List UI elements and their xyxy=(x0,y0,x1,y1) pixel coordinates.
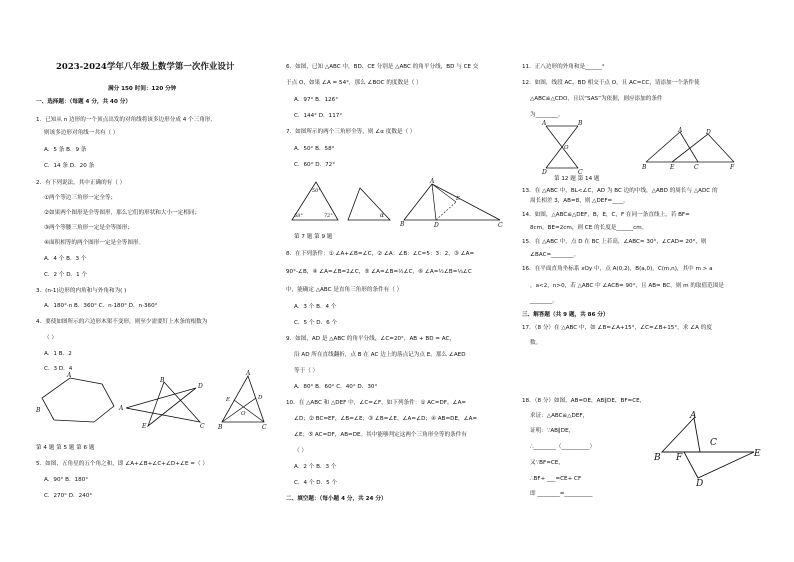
q14-line1: 14．如图，△ABC≌△DEF，B，E，C，F 在同一条直线上，若 BF= xyxy=(522,212,690,218)
q1-line1: 1．已知从 n 边形的一个顶点出发的对角线将该多边形分成 4 个三角形， xyxy=(36,117,216,123)
svg-text:A: A xyxy=(430,178,435,185)
q17-line1: 17．（8 分）在 △ABC 中，如 ∠B=∠A+15°，∠C=∠B+15°，求 ∠A 的度 xyxy=(522,325,712,331)
svg-text:50°: 50° xyxy=(312,188,321,194)
q1-options-cd: C．14 条 D．20 条 xyxy=(44,163,95,169)
q8-line2: 90°-∠B，④ ∠A=∠B=2∠C，⑤ ∠A=∠B=½∠C，⑥ ∠A=½∠B=⅓∠C xyxy=(286,269,472,275)
q2-statement-3: ③两个等腰三角形一定是全等图形； xyxy=(44,225,133,231)
congruent-triangles-line-figure xyxy=(642,127,738,171)
figure-captions-12-14: 第 12 题 第 14 题 xyxy=(554,176,600,182)
q8-line1: 8．在下列条件：① ∠A+∠B=∠C，② ∠A：∠B：∠C=5：3：2，③ ∠A= xyxy=(286,251,475,257)
q4-line1: 4．要使如图所示的六边形木架不变形，则至少需要钉上木条的根数为 xyxy=(36,319,208,325)
q1-options-ab: A．5 条 B．9 条 xyxy=(44,147,87,153)
svg-text:E: E xyxy=(754,449,761,459)
q8-line3: 中，能确定 △ABC 是直角三角形的条件有（ ） xyxy=(286,287,403,293)
svg-text:B: B xyxy=(654,453,661,463)
q3-stem: 3．(n-1)边形的内角和与外角和为( ) xyxy=(36,288,127,294)
svg-text:D: D xyxy=(542,169,547,176)
q9-line2: 沿 AD 所在直线翻折，点 B 在 AC 边上的落点记为点 E，那么 ∠AED xyxy=(294,352,466,358)
q9-options: A．80° B．60° C．40° D．30° xyxy=(294,384,378,390)
q1-line2: 则该多边形对角线一共有（ ） xyxy=(44,130,119,136)
svg-text:B: B xyxy=(400,221,405,228)
q15-line1: 15．在 △ABC 中，点 D 在 BC 上若高，∠ABC= 30°，∠CAD= 20°，则 xyxy=(522,239,707,245)
svg-text:F: F xyxy=(676,453,683,463)
hexagon-figure xyxy=(36,372,116,428)
q8-options-cd: C．5 个 D．6 个 xyxy=(294,320,338,326)
svg-text:E: E xyxy=(226,397,231,403)
svg-text:D: D xyxy=(198,383,203,390)
q12-line1: 12．如图，线段 AC、BD 相交于点 O，且 AC=CC，请添加一个条件使 xyxy=(522,80,700,86)
figure-captions-7-9: 第 7 题 第 9 题 xyxy=(294,234,333,240)
q10-line2: ∠D；② BC=EF，∠B=∠E；③ ∠B=∠E，∠A=∠D；④ AB=DE，∠A= xyxy=(294,416,478,422)
q2-statement-2: ②如果两个图形是全等图形，那么它们的形状和大小一定相同； xyxy=(44,210,201,216)
q7-options-cd: C．60° D．72° xyxy=(294,162,336,168)
q6-options-cd: C．144° D．117° xyxy=(294,113,343,119)
q6-line1: 6．如图，已知 △ABC 中，BD、CE 分别是 △ABC 的角平分线，BD 与 CE 交 xyxy=(286,64,479,70)
q16-line3: ________。 xyxy=(530,298,558,304)
section-fill-heading: 二、填空题：（每小题 4 分，共 24 分） xyxy=(286,496,387,502)
svg-text:B: B xyxy=(218,424,223,431)
q6-line2: 于点 O，如果 ∠A = 54°，那么 ∠BOC 的度数是（ ） xyxy=(286,80,422,86)
q12-line2: △ABC≌△CDO，且以“SAS”为依据，则应添加的条件 xyxy=(530,96,663,102)
q6-options-ab: A．97° B．126° xyxy=(294,97,339,103)
q5-options-cd: C．270° D．240° xyxy=(44,493,93,499)
svg-text:F: F xyxy=(730,164,735,171)
svg-text:B: B xyxy=(36,407,41,414)
q15-line2: ∠BAC=________。 xyxy=(530,252,580,258)
svg-text:B: B xyxy=(160,377,165,384)
svg-text:C: C xyxy=(200,423,205,430)
svg-text:E: E xyxy=(142,423,147,430)
q14-line2: 8cm，BE=2cm，则 CE 的长度是______cm。 xyxy=(530,225,648,231)
triangle-alpha-figure xyxy=(346,186,394,224)
q2-options-cd: C．2 个 D．1 个 xyxy=(44,272,88,278)
svg-text:E: E xyxy=(456,196,461,202)
triangle-bisector-figure xyxy=(218,372,268,432)
q9-line1: 9．如图，AD 是 △ABC 的角平分线，∠C=20°，AB + BD = AC， xyxy=(286,336,455,342)
q3-options: A．180°·n B．360° C．n·180° D．n·360° xyxy=(44,303,158,309)
svg-text:C: C xyxy=(578,169,583,176)
q10-line1: 10．在 △ABC 和 △DEF 中，∠C=∠F，如下列条件：① AC=DF，∠A= xyxy=(286,400,467,406)
q7-options-ab: A．50° B．58° xyxy=(294,146,335,152)
section-solve-heading: 三、解答题（共 9 题，共 86 分） xyxy=(522,312,609,318)
q18-line1: 18．（8 分）如图，AB=DE，AB∥DE，BF=CE， xyxy=(522,398,646,404)
q13-line1: 13．在 △ABC 中，BL<∠C，AD 为 BC 边的中线，△ABD 的周长与 △ADC 的 xyxy=(522,188,718,194)
q13-line2: 周长相差 3，AB=8，则 △DEF=____。 xyxy=(530,198,630,204)
q11-stem: 11．正八边形的外角和是______° xyxy=(522,64,605,70)
svg-text:D: D xyxy=(696,479,704,489)
q10-options-ab: A．2 个 B．3 个 xyxy=(294,464,337,470)
q17-line2: 数。 xyxy=(530,340,542,346)
svg-text:D: D xyxy=(434,222,439,229)
svg-text:A: A xyxy=(542,120,547,127)
q8-options-ab: A．3 个 B．4 个 xyxy=(294,304,337,310)
q18-line2: 求证：△ABC≌△DEF， xyxy=(530,413,589,419)
svg-text:D: D xyxy=(258,395,263,401)
svg-text:C: C xyxy=(498,222,503,229)
q2-stem: 2．有下列说法，其中正确的有（ ） xyxy=(36,180,126,186)
q18-line7: 即 ________=__________ xyxy=(530,491,593,497)
q5-options-ab: A．90° B．180° xyxy=(44,477,89,483)
svg-text:O: O xyxy=(241,411,246,417)
q10-line3: ∠E；⑤ AC=DF，AB=DE。其中能够判定这两个三角形全等的条件有 xyxy=(294,432,467,438)
svg-text:C: C xyxy=(694,164,699,171)
svg-text:α: α xyxy=(380,212,385,219)
parallel-triangles-figure xyxy=(654,411,766,489)
figure-captions-4-6: 第 4 题 第 5 题 第 6 题 xyxy=(36,445,95,451)
q16-line1: 16．在平面直角坐标系 xOy 中，点 A(0,2)，B(a,0)，C(m,n)，其中 m > a xyxy=(522,266,713,272)
star-figure xyxy=(118,378,210,430)
column-left xyxy=(0,0,270,562)
svg-text:B: B xyxy=(642,164,647,171)
page-title: 2023-2024学年八年级上数学第一次作业设计 xyxy=(56,62,235,72)
crossing-segments-figure xyxy=(542,120,588,174)
svg-text:72°: 72° xyxy=(324,213,333,219)
svg-text:C: C xyxy=(710,438,717,448)
q2-statement-1: ①两个等边三角形一定全等； xyxy=(44,195,117,201)
q18-line6: ∴BF+ ___=CE+ CF xyxy=(530,476,582,482)
q16-line2: ，a<2，n>0，若 △ABC 中 ∠ACB= 90°，且 AB= BC，则 m 的取值范围是 xyxy=(530,283,724,289)
q5-stem: 5．如图，五角星的五个角之和，即 ∠A+∠B+∠C+∠D+∠E =（ ） xyxy=(36,461,208,467)
q9-line3: 等于（ ） xyxy=(294,368,319,374)
column-right xyxy=(514,0,794,562)
svg-text:A: A xyxy=(67,372,72,379)
svg-text:E: E xyxy=(670,164,675,171)
svg-text:A: A xyxy=(678,127,683,134)
svg-text:58°: 58° xyxy=(294,213,303,219)
q10-options-cd: C．4 个 D．5 个 xyxy=(294,480,338,486)
q18-line5: 又∵BF=CE， xyxy=(530,460,564,466)
svg-text:D: D xyxy=(706,129,711,136)
q7-stem: 7．如图所示的两个三角形全等，则 ∠α 度数是（ ） xyxy=(286,129,416,135)
svg-text:A: A xyxy=(119,405,124,412)
fold-triangle-figure xyxy=(400,178,504,229)
q18-line3: 证明：∵AB∥DE， xyxy=(530,428,575,434)
section-choice-heading: 一、选择题：（每题 4 分，共 40 分） xyxy=(36,99,131,105)
svg-text:C: C xyxy=(262,424,267,431)
q4-options-cd: C．3 D．4 xyxy=(44,366,73,372)
q18-line4: ∴________（__________） xyxy=(530,444,596,450)
svg-text:B: B xyxy=(578,120,583,127)
triangle-angles-figure xyxy=(290,180,342,224)
q10-line4: （ ） xyxy=(294,448,307,454)
svg-text:A: A xyxy=(246,370,251,377)
svg-text:O: O xyxy=(564,145,569,151)
svg-text:A: A xyxy=(690,411,697,421)
q12-line3: 为________。 xyxy=(530,112,564,118)
q2-statement-4: ④面积相等的两个图形一定是全等图形。 xyxy=(44,240,145,246)
q4-options-ab: A．1 B．2 xyxy=(44,351,72,357)
column-middle xyxy=(270,0,514,562)
exam-meta: 满分 150 时间：120 分钟 xyxy=(108,86,177,92)
q4-line2: （ ） xyxy=(44,335,57,341)
q2-options-ab: A．4 个 B．3 个 xyxy=(44,256,87,262)
